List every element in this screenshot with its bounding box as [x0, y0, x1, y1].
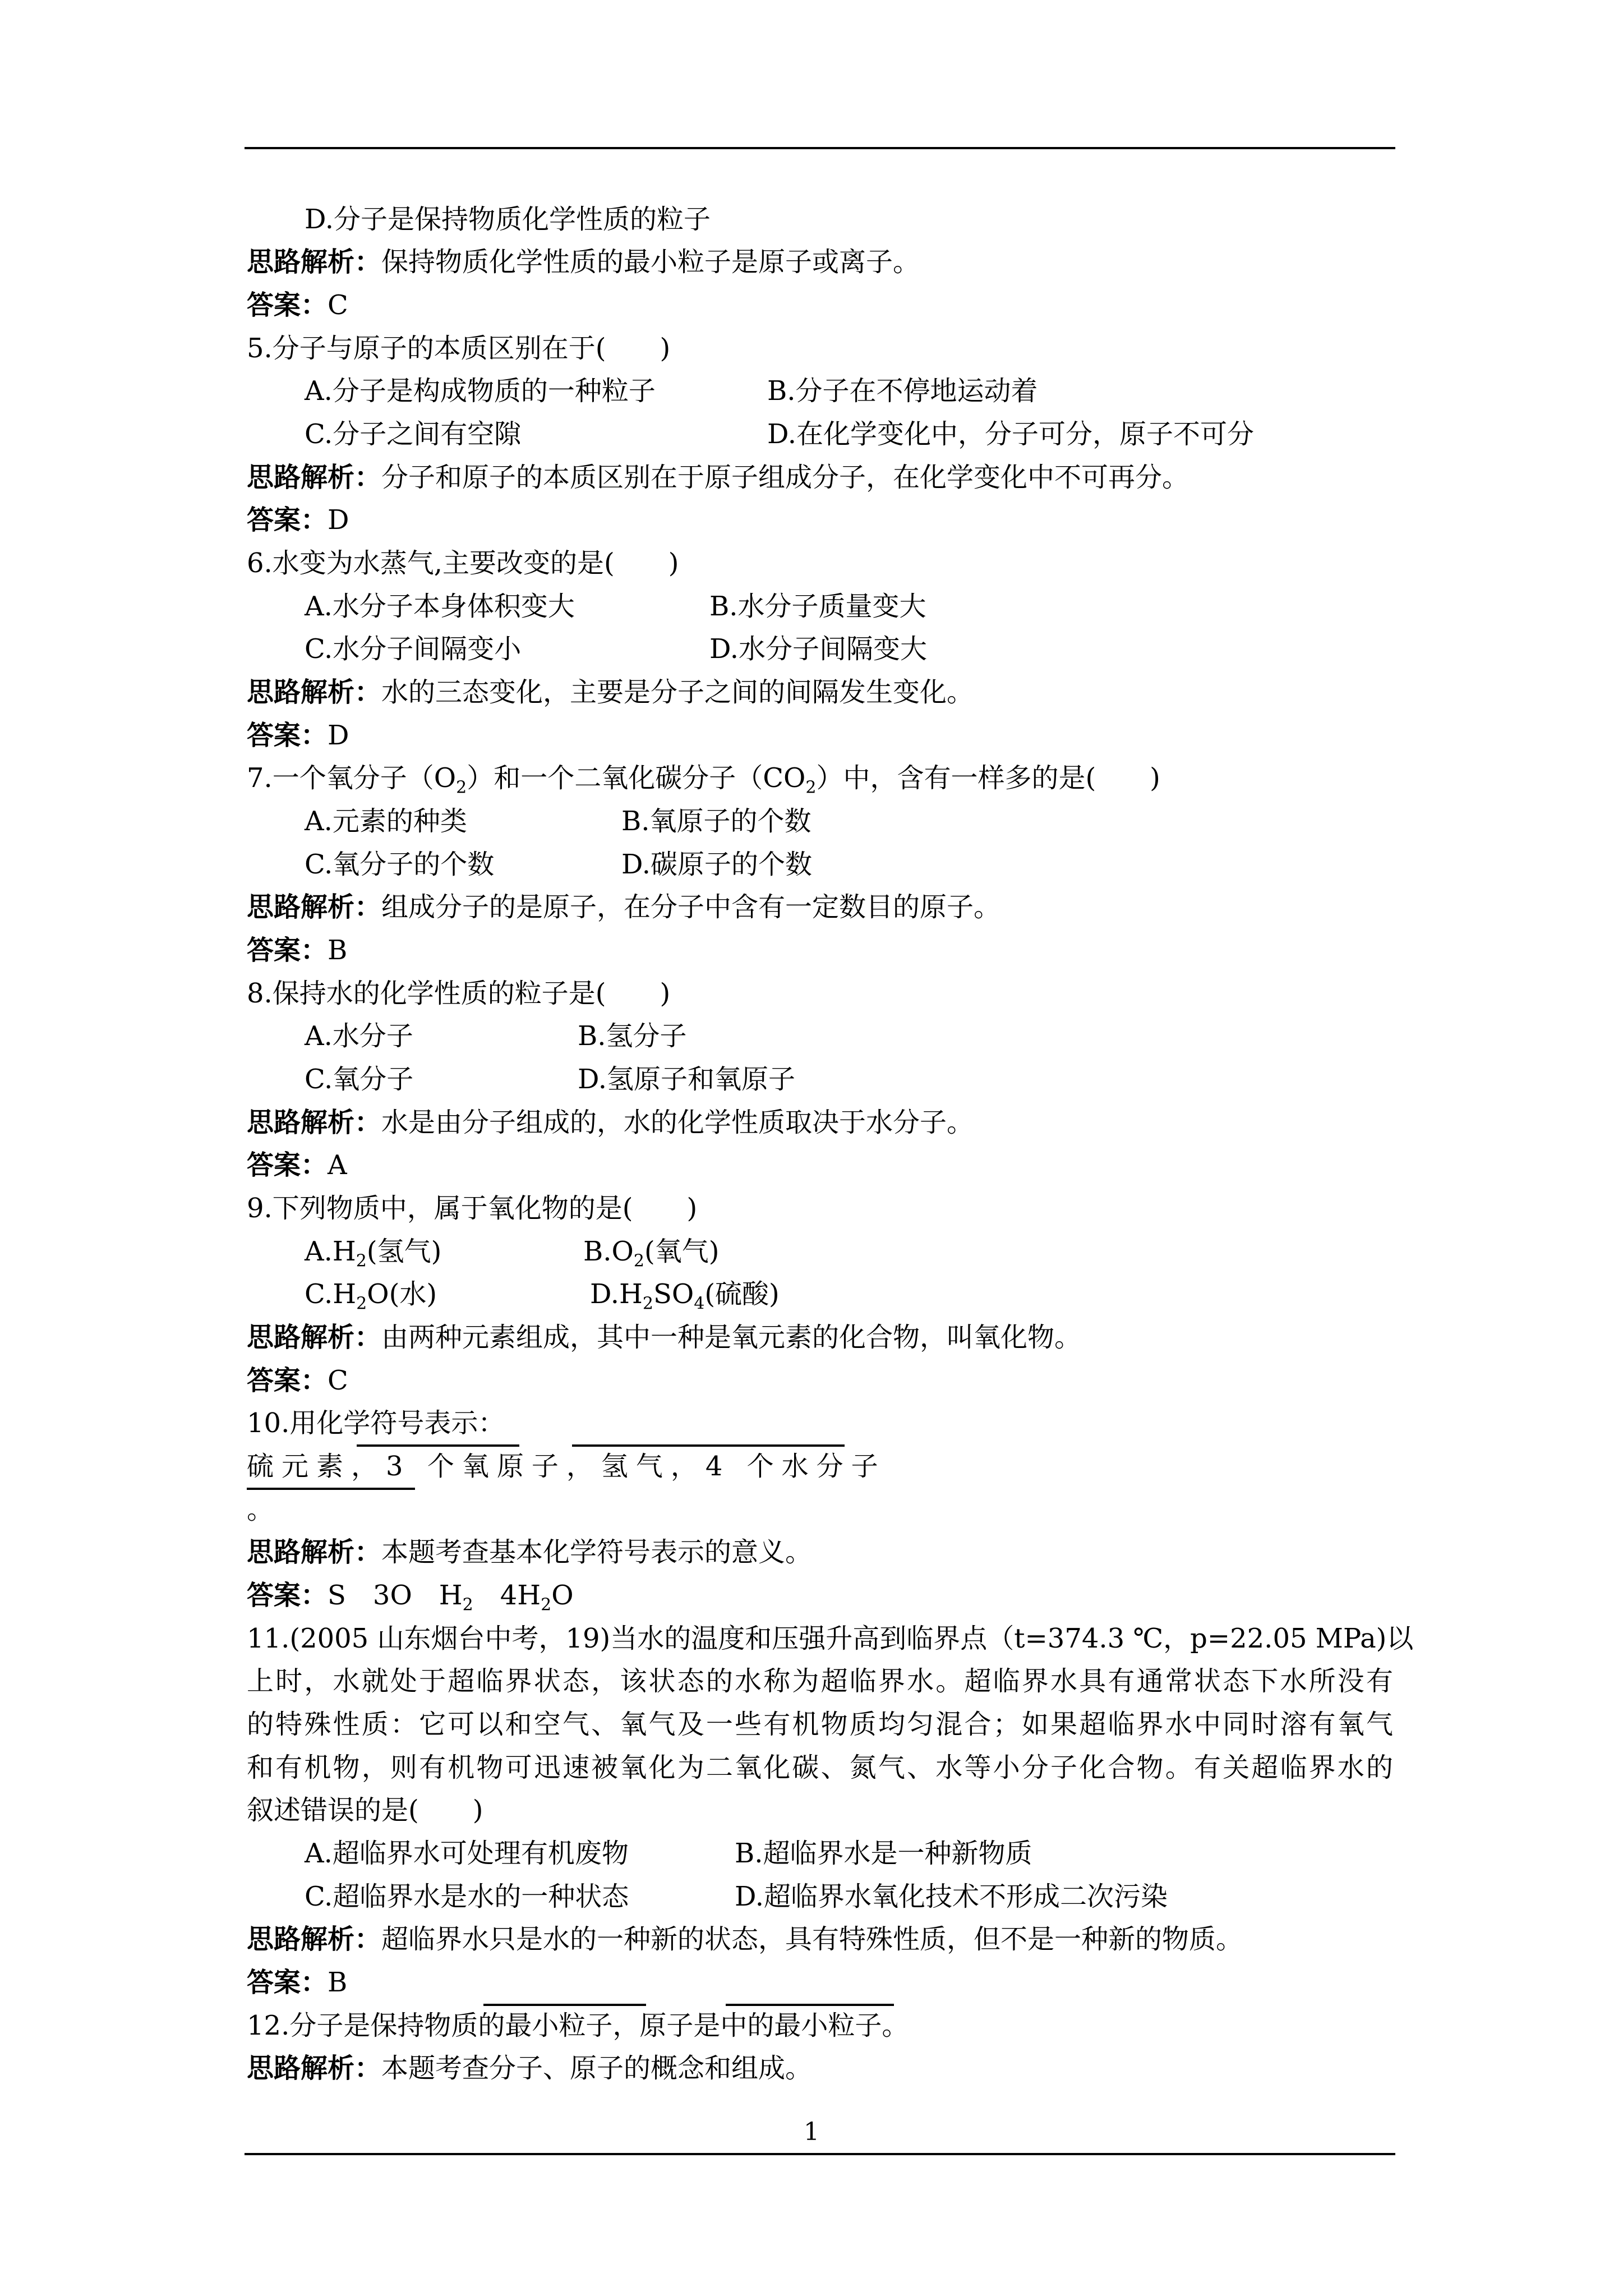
analysis-line: 思路解析：水是由分子组成的，水的化学性质取决于水分子。 — [247, 1107, 974, 1138]
question-11: 11.(2005 山东烟台中考，19)当水的温度和压强升高到临界点（t=374.3 ℃，p=22.05 MPa)以 — [247, 1623, 1414, 1654]
analysis-line: 思路解析：保持物质化学性质的最小粒子是原子或离子。 — [247, 246, 920, 278]
analysis-line: 思路解析：组成分子的是原子，在分子中含有一定数目的原子。 — [247, 891, 1001, 923]
question-11: 和有机物，则有机物可迅速被氧化为二氧化碳、氮气、水等小分子化合物。有关超临界水的 — [247, 1752, 1393, 1783]
options-row: $C.H_2O$(水) $D.H_2SO_4$(硫酸) — [305, 1278, 780, 1314]
footer-rule — [245, 2153, 1395, 2155]
question-12: 12.分子是保持物质 的最小粒子，原子是 中的最小粒子。 — [0, 2004, 1623, 2047]
question-11: 叙述错误的是( ) — [247, 1795, 483, 1826]
options-row: C.超临界水是水的一种状态 D.超临界水氧化技术不形成二次污染 — [305, 1881, 1168, 1912]
options-row: A.水分子 B.氢分子 — [305, 1020, 687, 1052]
answer-line: 答案：A — [247, 1149, 347, 1181]
analysis-line: 思路解析：本题考查基本化学符号表示的意义。 — [247, 1536, 813, 1568]
options-row: C.氧分子 D.氢原子和氧原子 — [305, 1064, 796, 1095]
question-7: 7.一个氧分子$(O_2)$和一个二氧化碳分子$(CO_2)$中，含有一样多的是( ) — [247, 762, 1160, 798]
options-row: A.水分子本身体积变大 B.水分子质量变大 — [305, 591, 926, 622]
answer-line: 答案：S 3O $H_2$ $4H_2O$ — [247, 1580, 574, 1615]
options-row: C.水分子间隔变小 D.水分子间隔变大 — [305, 633, 928, 665]
options-row: A.分子是构成物质的一种粒子 B.分子在不停地运动着 — [305, 375, 1038, 407]
analysis-line: 思路解析：由两种元素组成，其中一种是氧元素的化合物，叫氧化物。 — [247, 1322, 1082, 1353]
answer-line: 答案：B — [247, 1967, 348, 1998]
options-row: $A.H_2$(氢气) $B.O_2$(氧气) — [305, 1236, 720, 1271]
options-row: C.分子之间有空隙 D.在化学变化中，分子可分，原子不可分 — [305, 418, 1255, 450]
fill-blank-line: 。 — [0, 1488, 1623, 1531]
answer-line: 答案：C — [247, 1365, 348, 1396]
option-line: D.分子是保持物质化学性质的粒子 — [305, 204, 711, 235]
question-11: 的特殊性质：它可以和空气、氧气及一些有机物质均匀混合；如果超临界水中同时溶有氧气 — [247, 1709, 1393, 1740]
question-5: 5.分子与原子的本质区别在于( ) — [247, 333, 671, 364]
answer-line: 答案：D — [247, 504, 349, 536]
question-6: 6.水变为水蒸气,主要改变的是( ) — [247, 547, 679, 579]
answer-line: 答案：C — [247, 289, 348, 321]
fill-blank-line: 硫元素 ，3 个氧原子 ，氢气 ，4 个水分子 — [0, 1444, 1623, 1488]
question-8: 8.保持水的化学性质的粒子是( ) — [247, 978, 671, 1009]
question-11: 上时，水就处于超临界状态，该状态的水称为超临界水。超临界水具有通常状态下水所没有 — [247, 1665, 1393, 1697]
analysis-line: 思路解析：本题考查分子、原子的概念和组成。 — [247, 2053, 813, 2084]
options-row: A.超临界水可处理有机废物 B.超临界水是一种新物质 — [305, 1838, 1032, 1869]
analysis-line: 思路解析：分子和原子的本质区别在于原子组成分子，在化学变化中不可再分。 — [247, 462, 1189, 493]
options-row: C.氧分子的个数 D.碳原子的个数 — [305, 849, 813, 880]
answer-line: 答案：B — [247, 935, 348, 966]
options-row: A.元素的种类 B.氧原子的个数 — [305, 806, 811, 837]
analysis-line: 思路解析：水的三态变化，主要是分子之间的间隔发生变化。 — [247, 677, 974, 708]
question-9: 9.下列物质中，属于氧化物的是( ) — [247, 1193, 698, 1224]
question-10: 10.用化学符号表示： — [247, 1407, 505, 1439]
page-number: 1 — [804, 2118, 819, 2146]
header-rule — [245, 147, 1395, 149]
answer-line: 答案：D — [247, 720, 349, 751]
analysis-line: 思路解析：超临界水只是水的一种新的状态，具有特殊性质，但不是一种新的物质。 — [247, 1924, 1243, 1955]
